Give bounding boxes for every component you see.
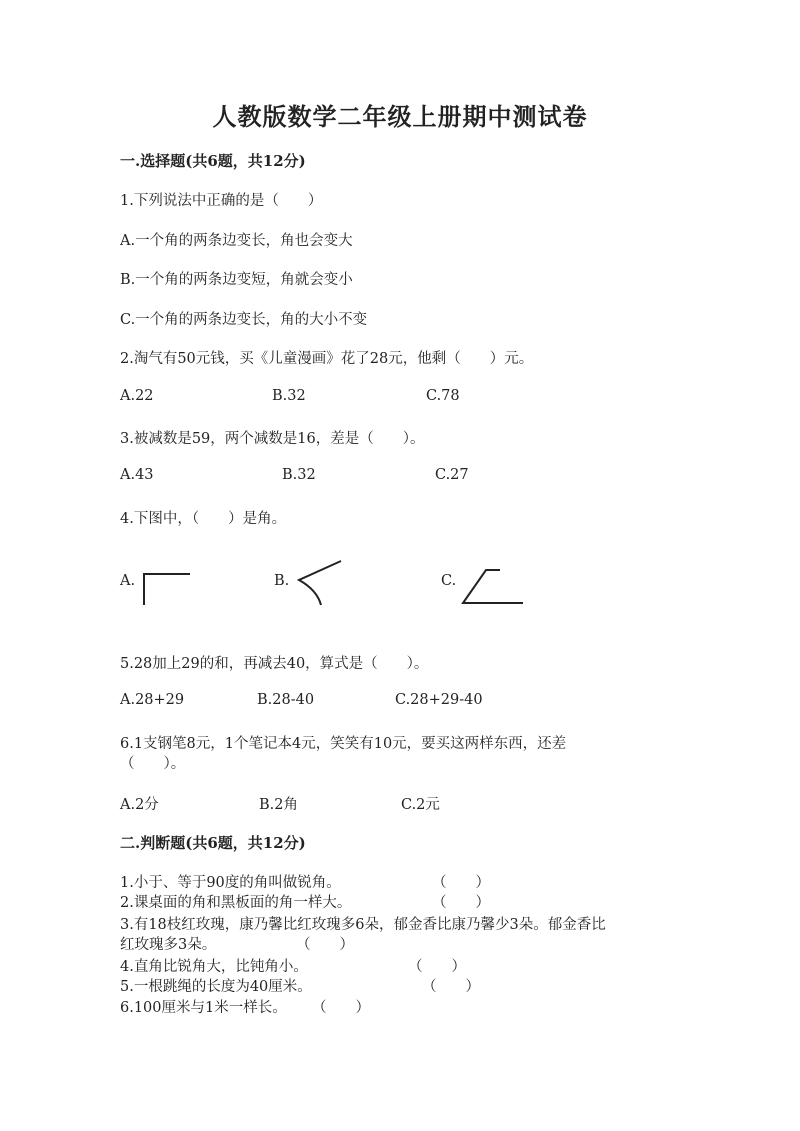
judgment-3-text-line-1: 3.有18枝红玫瑰，康乃馨比红玫瑰多6朵，郁金香比康乃馨少3朵。郁金香比 — [120, 917, 606, 933]
question-1-option-b: B.一个角的两条边变短，角就会变小 — [120, 272, 353, 288]
curved-figure-b — [293, 558, 347, 608]
question-6-option-a: A.2分 — [120, 797, 159, 813]
question-5-option-a: A.28+29 — [120, 692, 185, 708]
judgment-2-blank: （ ） — [432, 895, 490, 911]
page-title: 人教版数学二年级上册期中测试卷 — [212, 102, 588, 131]
question-2-option-b: B.32 — [272, 388, 306, 404]
question-2-option-c: C.78 — [426, 388, 460, 404]
question-4-option-a: A. — [120, 573, 136, 589]
question-3-option-b: B.32 — [282, 467, 316, 483]
question-5-stem: 5.28加上29的和，再减去40，算式是（ ）。 — [120, 656, 429, 672]
question-3-option-a: A.43 — [120, 467, 154, 483]
question-4-option-c: C. — [441, 573, 457, 589]
question-6-option-b: B.2角 — [259, 797, 298, 813]
question-6-stem-line-1: 6.1支钢笔8元，1个笔记本4元，笑笑有10元，要买这两样东西，还差 — [120, 736, 567, 752]
section-heading-judgment: 二.判断题(共6题，共12分) — [120, 834, 306, 852]
question-3-stem: 3.被减数是59，两个减数是16，差是（ ）。 — [120, 431, 425, 447]
section-heading-choice: 一.选择题(共6题，共12分) — [120, 152, 306, 170]
judgment-4-blank: （ ） — [408, 959, 466, 975]
question-1-option-a: A.一个角的两条边变长，角也会变大 — [120, 233, 353, 249]
judgment-6-blank: （ ） — [312, 1000, 370, 1016]
judgment-2-text: 2.课桌面的角和黑板面的角一样大。 — [120, 895, 352, 911]
question-3-option-c: C.27 — [435, 467, 469, 483]
question-6-option-c: C.2元 — [401, 797, 440, 813]
question-1-option-c: C.一个角的两条边变长，角的大小不变 — [120, 312, 368, 328]
judgment-4-text: 4.直角比锐角大，比钝角小。 — [120, 959, 308, 975]
question-5-option-b: B.28-40 — [257, 692, 315, 708]
judgment-1-blank: （ ） — [432, 875, 490, 891]
question-2-stem: 2.淘气有50元钱，买《儿童漫画》花了28元，他剩（ ）元。 — [120, 351, 534, 367]
judgment-3-blank: （ ） — [296, 937, 354, 953]
judgment-1-text: 1.小于、等于90度的角叫做锐角。 — [120, 875, 341, 891]
judgment-6-text: 6.100厘米与1米一样长。 — [120, 1000, 287, 1016]
question-4-stem: 4.下图中，（ ）是角。 — [120, 511, 287, 527]
question-5-option-c: C.28+29-40 — [395, 692, 483, 708]
open-figure-c — [458, 566, 528, 608]
question-6-stem-line-2: （ ）。 — [120, 756, 186, 772]
question-2-option-a: A.22 — [120, 388, 154, 404]
judgment-3-text-line-2: 红玫瑰多3朵。 — [120, 937, 217, 953]
judgment-5-text: 5.一根跳绳的长度为40厘米。 — [120, 979, 312, 995]
question-4-option-b: B. — [274, 573, 290, 589]
question-1-stem: 1.下列说法中正确的是（ ） — [120, 193, 323, 209]
judgment-5-blank: （ ） — [422, 979, 480, 995]
angle-figure-a — [138, 568, 194, 608]
